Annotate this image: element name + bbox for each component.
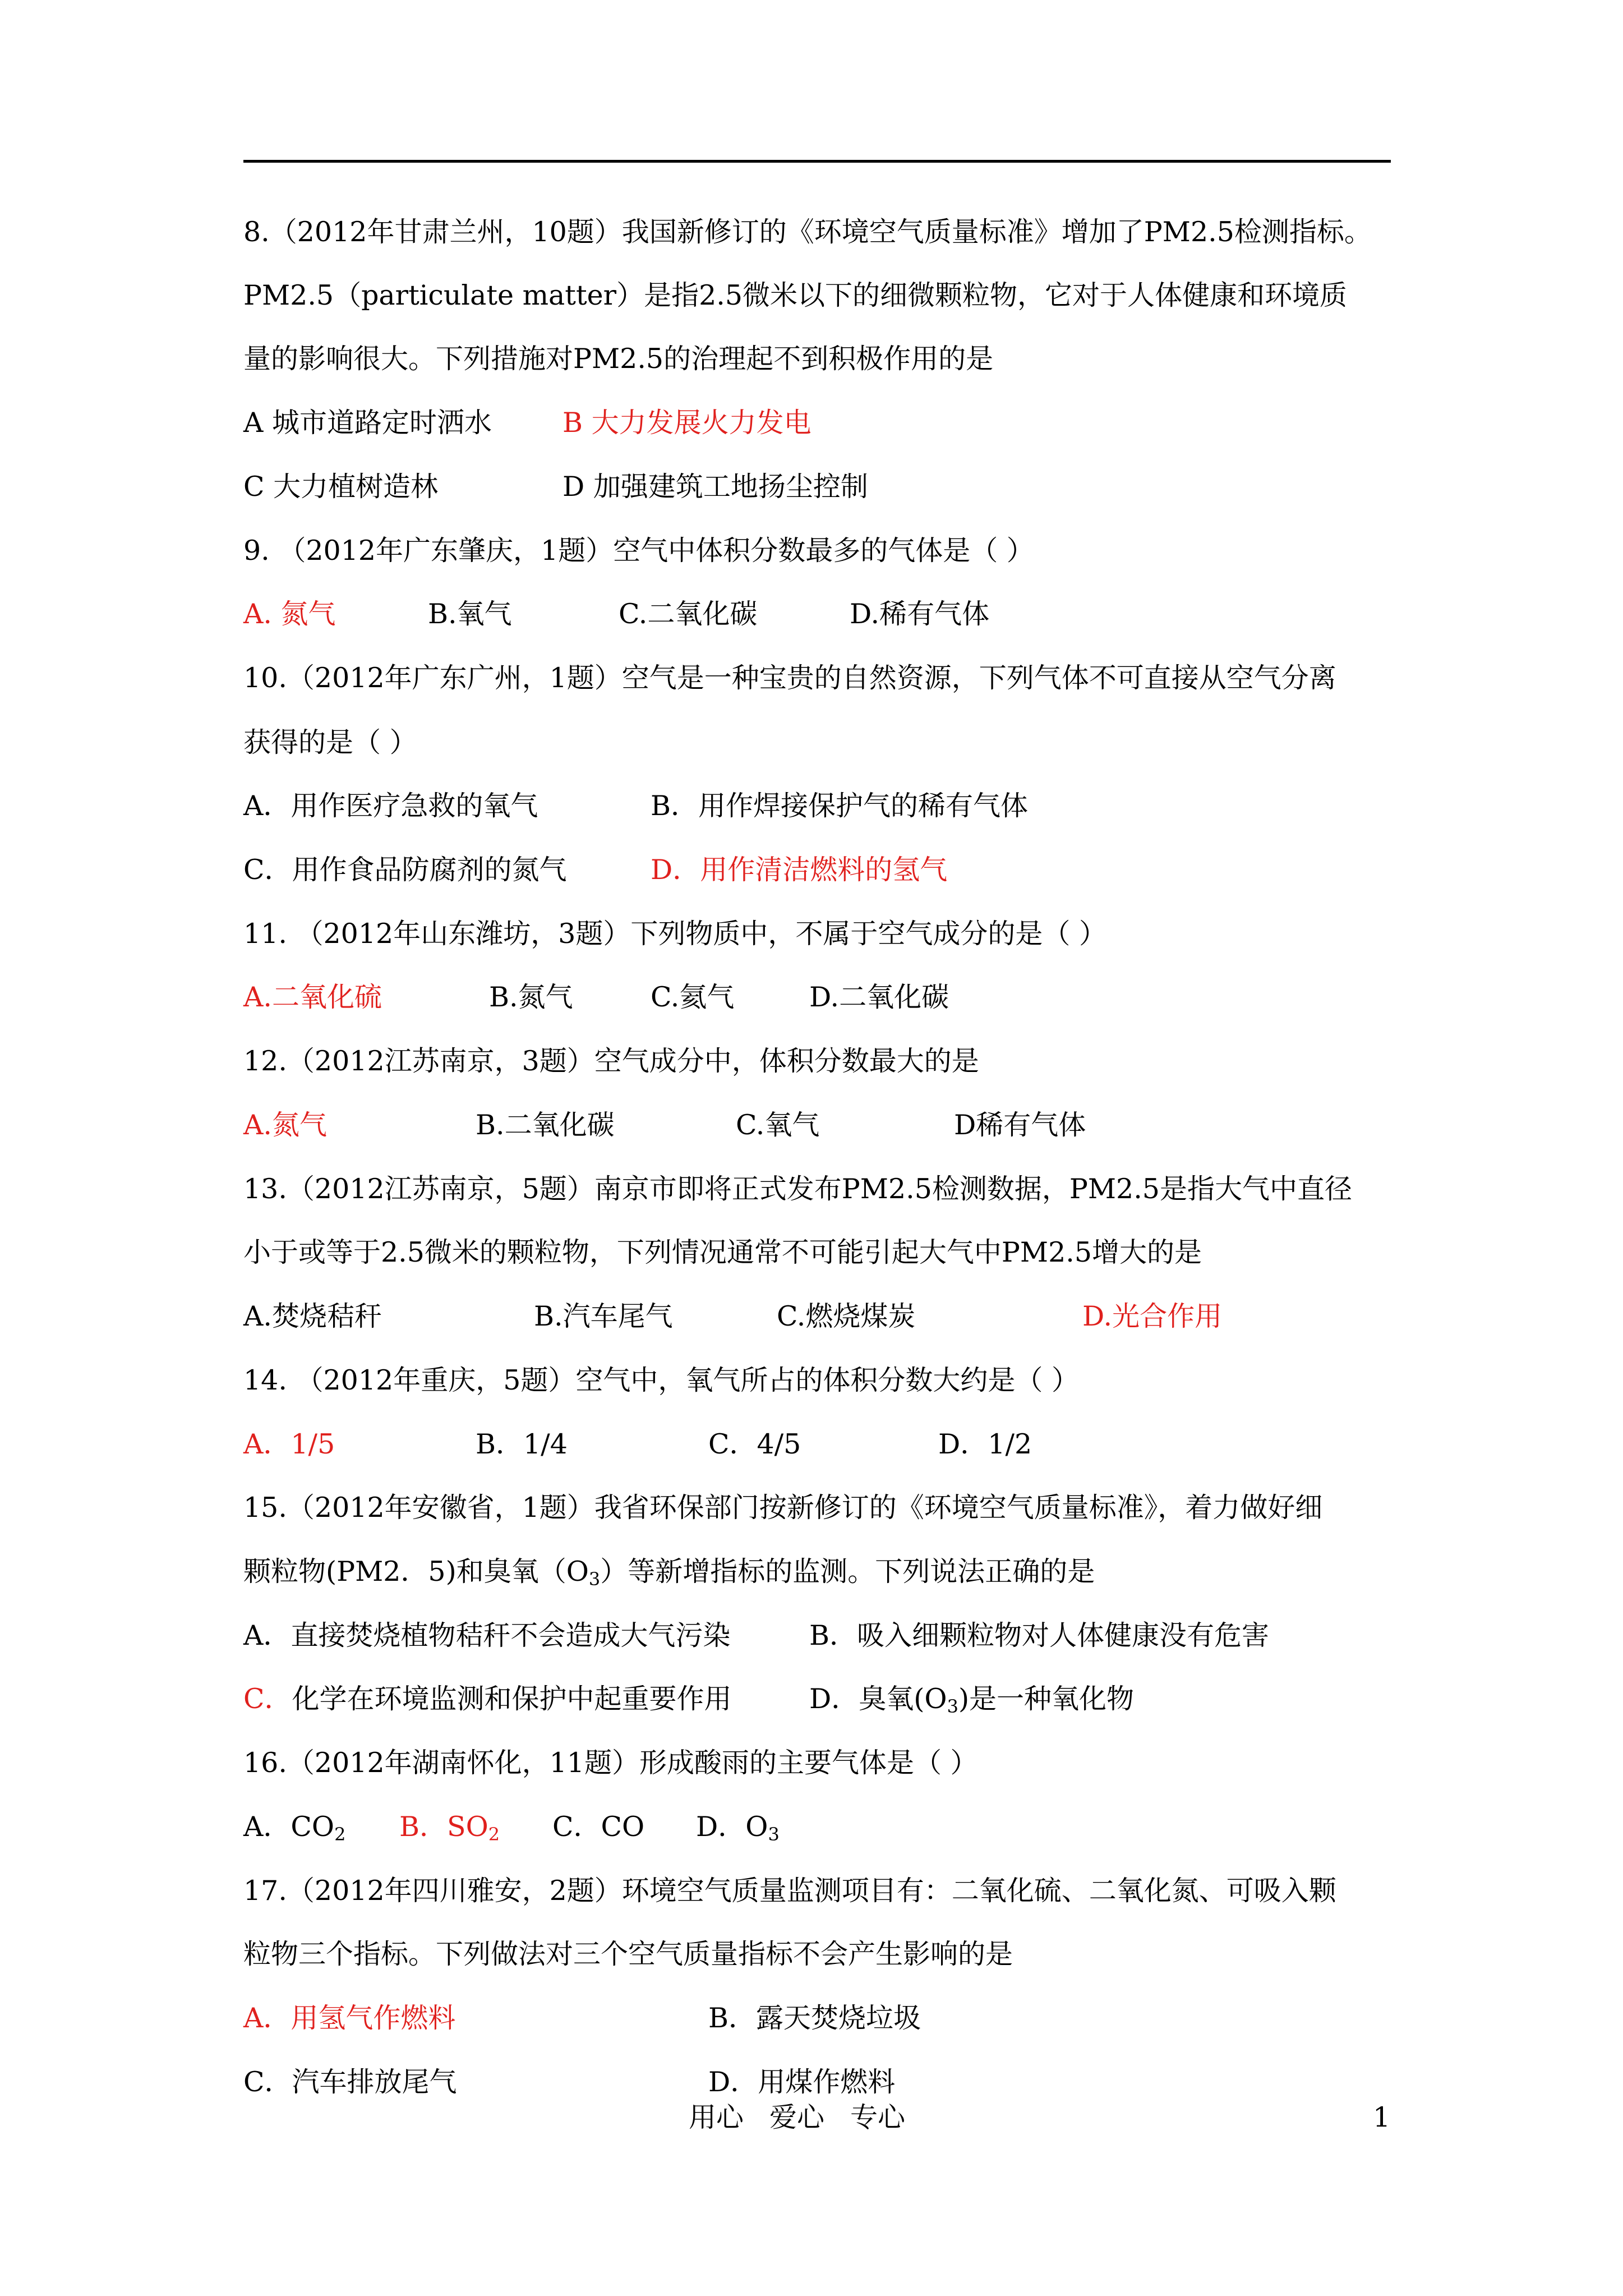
q10-stem-line2: 获得的是（ ） [243,726,417,758]
footer-word-3: 专心 [850,2101,906,2133]
q17-stem-line1: 17.（2012年四川雅安，2题）环境空气质量监测项目有：二氧化硫、二氧化氮、可吸入颗 [243,1875,1336,1907]
q10-option-d-answer: D．用作清洁燃料的氢气 [651,854,948,886]
q16-option-b-answer: B．$SO_2$ [399,1811,500,1845]
q16-stem: 16.（2012年湖南怀化，11题）形成酸雨的主要气体是（ ） [243,1747,978,1779]
q14-stem: 14. （2012年重庆，5题）空气中，氧气所占的体积分数大约是（ ） [243,1364,1079,1396]
q11-option-b: B.氮气 [489,981,573,1013]
q17-option-a-answer: A．用氢气作燃料 [243,2002,456,2034]
q15-option-d: D．臭氧$(O_3)$是一种氧化物 [809,1683,1135,1717]
q12-option-b: B.二氧化碳 [476,1109,615,1141]
q13-stem-line1: 13.（2012江苏南京，5题）南京市即将正式发布PM2.5检测数据，PM2.5是指大气中直径 [243,1173,1352,1205]
q15-stem-line2: 颗粒物(PM2．5)和臭氧$(O_3)$等新增指标的监测。下列说法正确的是 [243,1556,1095,1590]
q11-option-a-answer: A.二氧化硫 [243,981,382,1013]
q15-option-a: A．直接焚烧植物秸秆不会造成大气污染 [243,1619,731,1651]
q8-option-b-answer: B 大力发展火力发电 [562,407,811,439]
q13-option-b: B.汽车尾气 [534,1300,673,1332]
q10-option-a: A．用作医疗急救的氧气 [243,790,538,822]
q15-stem-line1: 15.（2012年安徽省，1题）我省环保部门按新修订的《环境空气质量标准》，着力做好细 [243,1492,1323,1524]
q12-option-c: C.氧气 [736,1109,820,1141]
q13-option-c: C.燃烧煤炭 [777,1300,916,1332]
q9-stem: 9. （2012年广东肇庆，1题）空气中体积分数最多的气体是（ ） [243,535,1034,567]
q16-option-c: C．CO [552,1811,645,1843]
q9-option-a-answer: A. 氮气 [243,598,336,630]
q12-option-d: D稀有气体 [954,1109,1086,1141]
q10-stem-line1: 10.（2012年广东广州，1题）空气是一种宝贵的自然资源，下列气体不可直接从空气分离 [243,662,1336,694]
q8-stem-line1: 8.（2012年甘肃兰州，10题）我国新修订的《环境空气质量标准》增加了PM2.5检测指标。 [243,216,1372,248]
q8-option-a: A 城市道路定时洒水 [243,407,492,439]
q10-option-c: C．用作食品防腐剂的氮气 [243,854,567,886]
q13-stem-line2: 小于或等于2.5微米的颗粒物，下列情况通常不可能引起大气中PM2.5增大的是 [243,1236,1202,1268]
q14-option-c: C．4/5 [708,1428,801,1460]
q9-option-c: C.二氧化碳 [619,598,758,630]
page-number: 1 [1373,2101,1391,2133]
q10-option-b: B．用作焊接保护气的稀有气体 [651,790,1029,822]
q13-option-d-answer: D.光合作用 [1082,1300,1223,1332]
q15-option-c-answer: C．化学在环境监测和保护中起重要作用 [243,1683,732,1715]
q16-option-a: A．$CO_2$ [243,1811,346,1845]
q8-stem-line3: 量的影响很大。下列措施对PM2.5的治理起不到积极作用的是 [243,343,994,375]
page-footer [689,2101,931,2134]
q9-option-d: D.稀有气体 [850,598,990,630]
q8-stem-line2: PM2.5（particulate matter）是指2.5微米以下的细微颗粒物，它对于人体健康和环境质 [243,279,1347,311]
q17-option-d: D．用煤作燃料 [708,2066,896,2098]
q12-option-a-answer: A.氮气 [243,1109,327,1141]
footer-word-1: 用心 [689,2101,744,2133]
q16-option-d: D．$O_3$ [696,1811,780,1845]
q14-option-b: B．1/4 [476,1428,568,1460]
q11-stem: 11. （2012年山东潍坊，3题）下列物质中，不属于空气成分的是（ ） [243,918,1106,950]
q15-option-b: B．吸入细颗粒物对人体健康没有危害 [809,1619,1270,1651]
q8-option-d: D 加强建筑工地扬尘控制 [562,471,868,503]
q17-option-c: C．汽车排放尾气 [243,2066,457,2098]
q14-option-a-answer: A．1/5 [243,1428,335,1460]
q13-option-a: A.焚烧秸秆 [243,1300,382,1332]
q14-option-d: D．1/2 [938,1428,1032,1460]
q17-option-b: B．露天焚烧垃圾 [708,2002,921,2034]
q8-option-c: C 大力植树造林 [243,471,439,503]
q9-option-b: B.氧气 [428,598,512,630]
q12-stem: 12.（2012江苏南京，3题）空气成分中，体积分数最大的是 [243,1045,979,1077]
q11-option-c: C.氦气 [651,981,735,1013]
q11-option-d: D.二氧化碳 [809,981,949,1013]
footer-word-2: 爱心 [769,2101,825,2133]
header-rule [243,160,1391,163]
q17-stem-line2: 粒物三个指标。下列做法对三个空气质量指标不会产生影响的是 [243,1938,1013,1970]
